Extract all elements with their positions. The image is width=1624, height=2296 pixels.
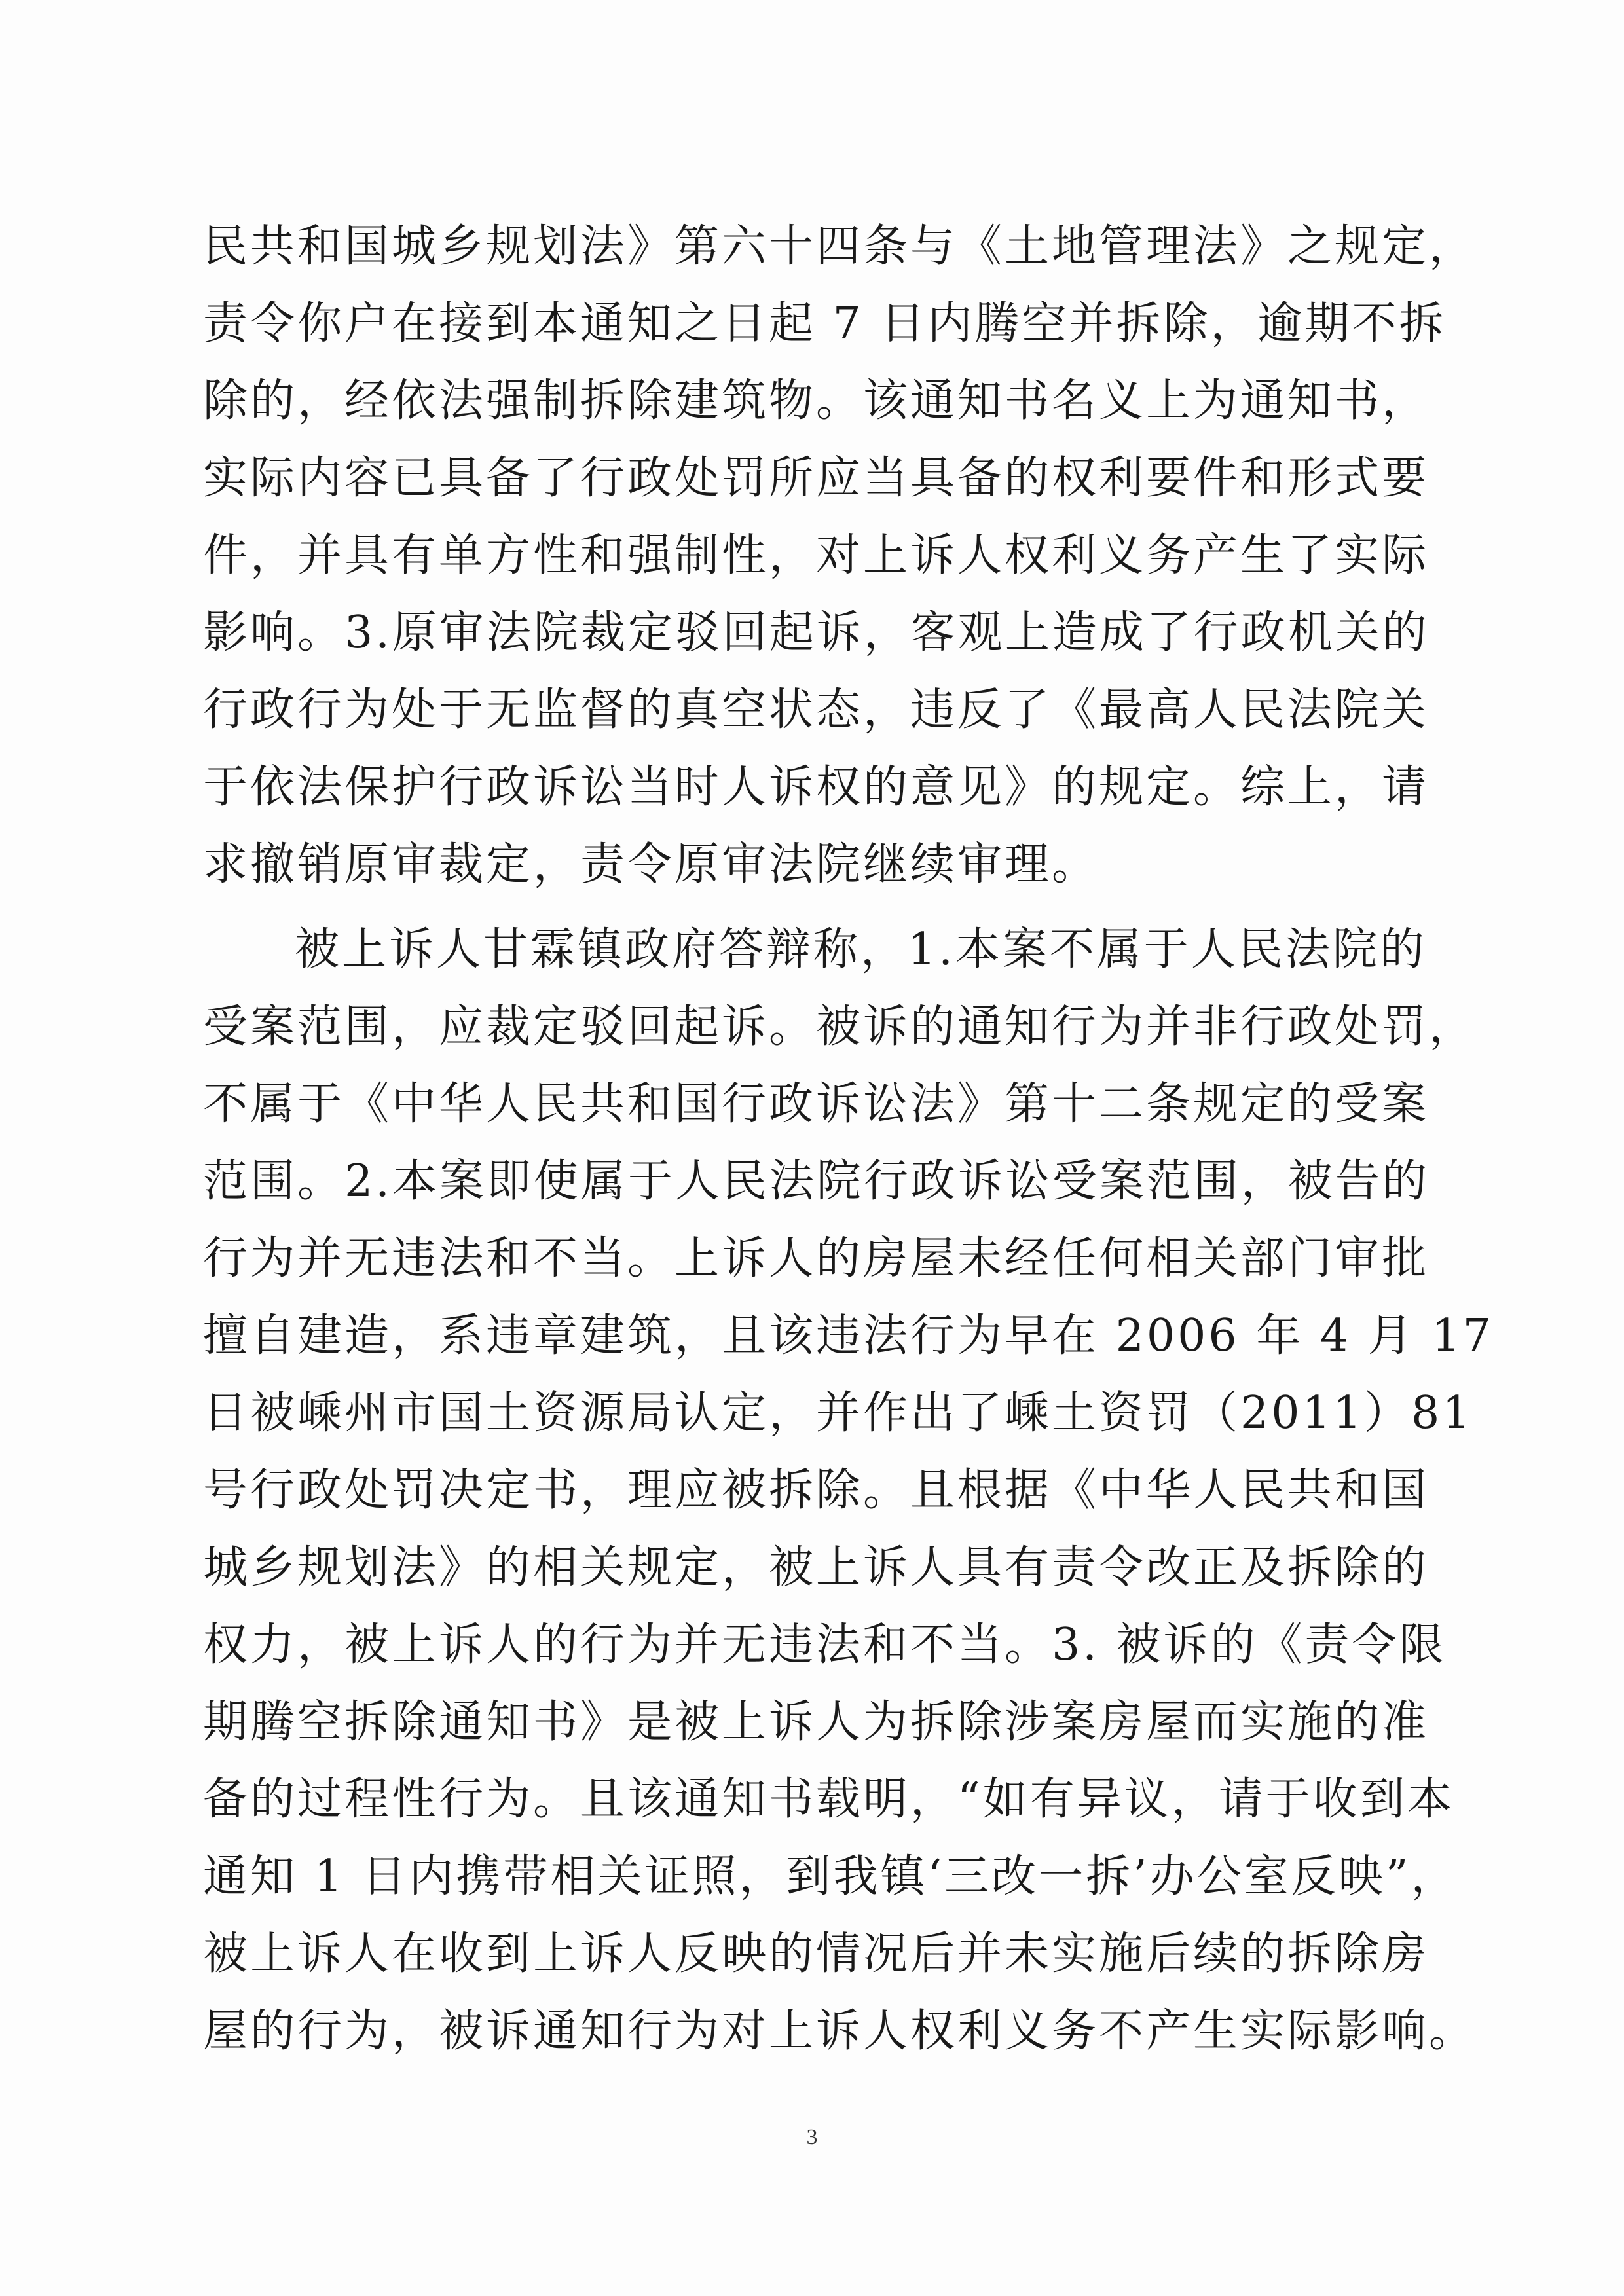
text-line: 求撤销原审裁定，责令原审法院继续审理。: [203, 839, 1099, 890]
text-line: 受案范围，应裁定驳回起诉。被诉的通知行为并非行政处罚，: [203, 1001, 1477, 1053]
text-line: 于依法保护行政诉讼当时人诉权的意见》的规定。综上，请: [203, 761, 1430, 813]
text-line: 号行政处罚决定书，理应被拆除。且根据《中华人民共和国: [203, 1465, 1430, 1516]
text-line: 件，并具有单方性和强制性，对上诉人权利义务产生了实际: [203, 530, 1430, 581]
text-line: 擅自建造，系违章建筑，且该违法行为早在 2006 年 4 月 17: [203, 1310, 1494, 1362]
text-line: 屋的行为，被诉通知行为对上诉人权利义务不产生实际影响。: [203, 2005, 1477, 2057]
text-line: 除的，经依法强制拆除建筑物。该通知书名义上为通知书，: [203, 375, 1430, 427]
text-line: 期腾空拆除通知书》是被上诉人为拆除涉案房屋而实施的准: [203, 1696, 1430, 1748]
text-line: 日被嵊州市国土资源局认定，并作出了嵊土资罚（2011）81: [203, 1387, 1473, 1439]
text-line: 民共和国城乡规划法》第六十四条与《土地管理法》之规定，: [203, 221, 1477, 272]
text-line: 权力，被上诉人的行为并无违法和不当。3. 被诉的《责令限: [203, 1619, 1447, 1671]
text-line: 城乡规划法》的相关规定，被上诉人具有责令改正及拆除的: [203, 1542, 1430, 1594]
text-line: 责令你户在接到本通知之日起 7 日内腾空并拆除，逾期不拆: [203, 298, 1447, 350]
text-line: 范围。2.本案即使属于人民法院行政诉讼受案范围，被告的: [203, 1156, 1430, 1207]
text-line: 备的过程性行为。且该通知书载明，“如有异议，请于收到本: [203, 1774, 1454, 1825]
page-number: 3: [806, 2125, 818, 2149]
text-line: 行为并无违法和不当。上诉人的房屋未经任何相关部门审批: [203, 1233, 1430, 1285]
text-line: 通知 1 日内携带相关证照，到我镇‘三改一拆’办公室反映”，: [203, 1851, 1458, 1903]
text-line: 不属于《中华人民共和国行政诉讼法》第十二条规定的受案: [203, 1078, 1430, 1130]
body-text: [203, 208, 1494, 2070]
paragraph-start-line: 被上诉人甘霖镇政府答辩称，1.本案不属于人民法院的: [295, 924, 1427, 975]
text-line: 被上诉人在收到上诉人反映的情况后并未实施后续的拆除房: [203, 1928, 1430, 1980]
text-line: 影响。3.原审法院裁定驳回起诉，客观上造成了行政机关的: [203, 607, 1430, 659]
text-line: 行政行为处于无监督的真空状态，违反了《最高人民法院关: [203, 684, 1430, 736]
text-line: 实际内容已具备了行政处罚所应当具备的权利要件和形式要: [203, 452, 1430, 504]
